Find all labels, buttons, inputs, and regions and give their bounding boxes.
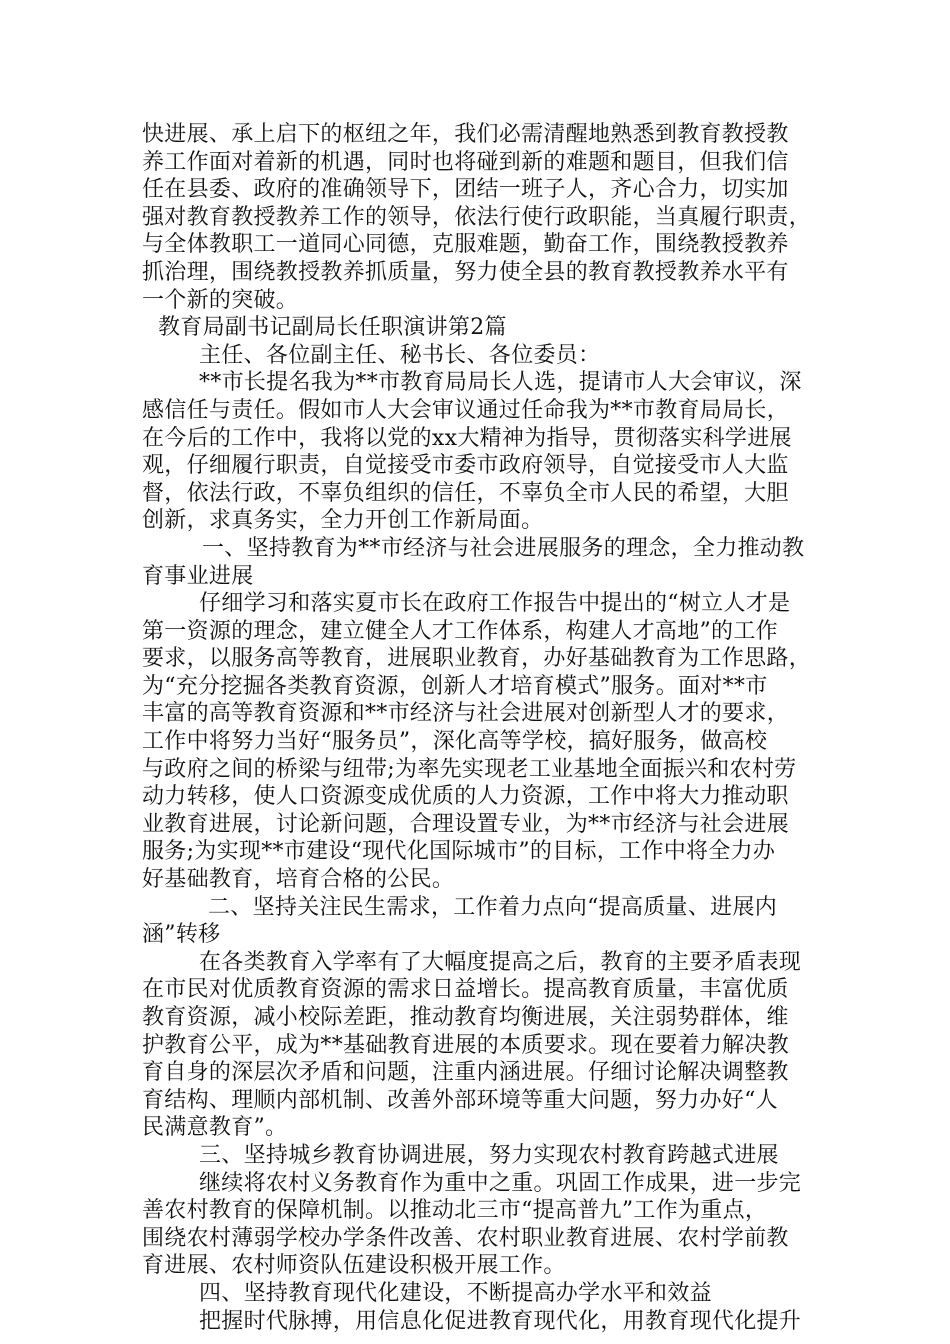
body-line: 与政府之间的桥梁与纽带;为率先实现老工业基地全面振兴和农村劳 (142, 756, 797, 782)
body-line: 抓治理，围绕教授教养抓质量，努力使全县的教育教授教养水平有 (142, 259, 789, 285)
body-line: 与全体教职工一道同心同德，克服难题，勤奋工作，围绕教授教养 (142, 232, 789, 258)
body-line: 继续将农村义务教育作为重中之重。巩固工作成果，进一步完 (199, 1170, 802, 1196)
body-line: 快进展、承上启下的枢纽之年，我们必需清醒地熟悉到教育教授教 (142, 122, 789, 147)
body-line: **市长提名我为**市教育局局长人选，提请市人大会审议，深 (199, 370, 802, 396)
body-line: 在各类教育入学率有了大幅度提高之后，教育的主要矛盾表现 (199, 949, 802, 975)
body-line: 好基础教育，培育合格的公民。 (142, 867, 455, 893)
body-line: 观，仔细履行职责，自觉接受市委市政府领导，自觉接受市人大监 (142, 453, 789, 479)
body-line: 动力转移，使人口资源变成优质的人力资源，工作中将大力推动职 (142, 784, 789, 810)
body-line: 为“充分挖掘各类教育资源，创新人才培育模式”服务。面对**市 (142, 673, 768, 699)
heading-line: 四、坚持教育现代化建设，不断提高办学水平和效益 (199, 1280, 712, 1306)
document-body (142, 121, 832, 1335)
body-line: 教育资源，减小校际差距，推动教育均衡进展，关注弱势群体，维 (142, 1005, 789, 1030)
body-line: 强对教育教授教养工作的领导，依法行使行政职能，当真履行职责， (142, 204, 812, 230)
body-line: 在市民对优质教育资源的需求日益增长。提高教育质量，丰富优质 (142, 977, 789, 1003)
heading-line: 涵”转移 (142, 922, 221, 948)
body-line: 围绕农村薄弱学校办学条件改善、农村职业教育进展、农村学前教 (142, 1225, 789, 1251)
body-line: 民满意教育”。 (142, 1115, 288, 1141)
body-line: 丰富的高等教育资源和**市经济与社会进展对创新型人才的要求， (142, 701, 790, 727)
body-line: 育进展、农村师资队伍建设积极开展工作。 (142, 1253, 566, 1279)
body-line: 要求，以服务高等教育，进展职业教育，办好基础教育为工作思路， (142, 646, 812, 672)
body-line: 善农村教育的保障机制。以推动北三市“提高普九”工作为重点， (142, 1198, 768, 1224)
body-line: 任在县委、政府的准确领导下，团结一班子人，齐心合力，切实加 (142, 177, 789, 203)
heading-line: 二、坚持关注民生需求，工作着力点向“提高质量、进展内 (208, 894, 778, 920)
body-line: 把握时代脉搏，用信息化促进教育现代化，用教育现代化提升 (199, 1308, 802, 1334)
body-line: 在今后的工作中，我将以党的xx大精神为指导，贯彻落实科学进展 (142, 425, 792, 451)
salutation-line: 主任、各位副主任、秘书长、各位委员： (199, 342, 601, 368)
body-line: 护教育公平，成为**基础教育进展的本质要求。现在要着力解决教 (142, 1032, 790, 1058)
heading-line: 三、坚持城乡教育协调进展，努力实现农村教育跨越式进展 (199, 1142, 779, 1168)
heading-line: 一、坚持教育为**市经济与社会进展服务的理念，全力推动教 (202, 535, 805, 561)
body-line: 第一资源的理念，建立健全人才工作体系，构建人才高地”的工作 (142, 618, 778, 644)
body-line: 服务;为实现**市建设“现代化国际城市”的目标，工作中将全力办 (142, 839, 776, 865)
body-line: 仔细学习和落实夏市长在政府工作报告中提出的“树立人才是 (199, 591, 791, 617)
body-line: 业教育进展，讨论新问题，合理设置专业，为**市经济与社会进展 (142, 811, 790, 837)
body-line: 一个新的突破。 (142, 287, 299, 313)
body-line: 工作中将努力当好“服务员”，深化高等学校，搞好服务，做高校 (142, 729, 768, 755)
body-line: 育结构、理顺内部机制、改善外部环境等重大问题，努力办好“人 (142, 1087, 778, 1113)
body-line: 育自身的深层次矛盾和问题，注重内涵进展。仔细讨论解决调整教 (142, 1060, 789, 1086)
body-line: 督，依法行政，不辜负组织的信任，不辜负全市人民的希望，大胆 (142, 480, 789, 506)
heading-line: 育事业进展 (142, 563, 254, 589)
section-title: 教育局副书记副局长任职演讲第2篇 (158, 315, 507, 341)
body-line: 创新，求真务实，全力开创工作新局面。 (142, 508, 544, 534)
body-line: 感信任与责任。假如市人大会审议通过任命我为**市教育局局长， (142, 397, 790, 423)
body-line: 养工作面对着新的机遇，同时也将碰到新的难题和题目，但我们信 (142, 149, 789, 175)
